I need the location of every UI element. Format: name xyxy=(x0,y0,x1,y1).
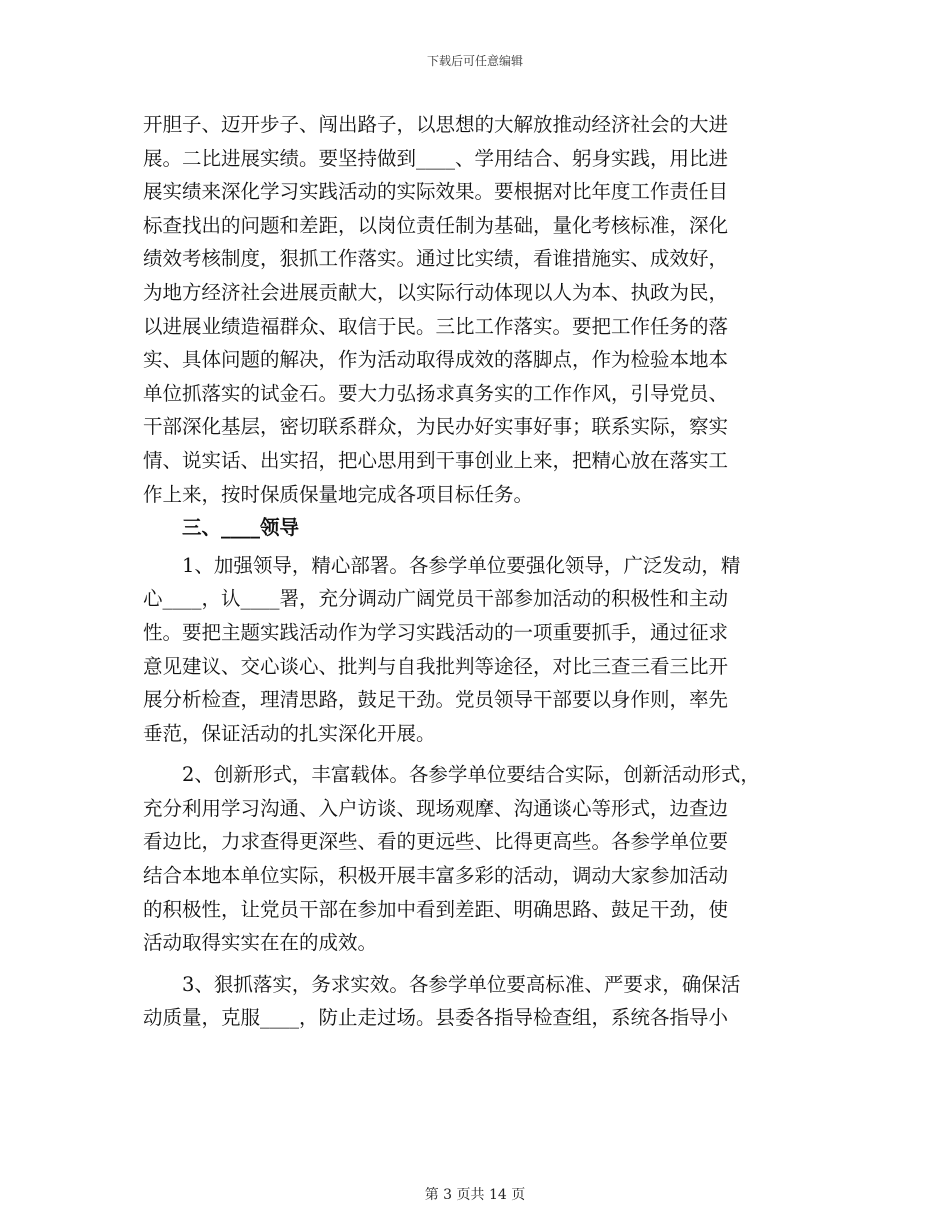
text-line: 实、具体问题的解决，作为活动取得成效的落脚点，作为检验本地本 xyxy=(143,348,729,372)
text-line: 活动取得实实在在的成效。 xyxy=(143,931,378,955)
text-line: 展分析检查，理清思路，鼓足干劲。党员领导干部要以身作则，率先 xyxy=(143,688,729,712)
text-line: 3、狠抓落实，务求实效。各参学单位要高标准、严要求，确保活 xyxy=(143,972,741,996)
text-line: 意见建议、交心谈心、批判与自我批判等途径，对比三查三看三比开 xyxy=(143,654,729,678)
text-line: 以进展业绩造福群众、取信于民。三比工作落实。要把工作任务的落 xyxy=(143,314,729,338)
section-heading: 三、____领导 xyxy=(143,516,300,540)
text-line: 开胆子、迈开步子、闯出路子，以思想的大解放推动经济社会的大进 xyxy=(143,113,729,136)
text-line: 的积极性，让党员干部在参加中看到差距、明确思路、鼓足干劲，使 xyxy=(143,897,729,921)
text-line: 标查找出的问题和差距，以岗位责任制为基础，量化考核标准，深化 xyxy=(143,213,729,237)
text-line: 作上来，按时保质保量地完成各项目标任务。 xyxy=(143,482,534,506)
text-line: 动质量，克服____，防止走过场。县委各指导检查组，系统各指导小 xyxy=(143,1006,729,1030)
paragraph-continuation xyxy=(143,108,808,511)
text-line: 单位抓落实的试金石。要大力弘扬求真务实的工作作风，引导党员、 xyxy=(143,381,729,405)
page-footer: 第 3 页共 14 页 xyxy=(424,1187,526,1203)
text-line: 结合本地本单位实际，积极开展丰富多彩的活动，调动大家参加活动 xyxy=(143,864,729,888)
text-line: 干部深化基层，密切联系群众，为民办好实事好事；联系实际，察实 xyxy=(143,415,729,439)
text-line: 性。要把主题实践活动作为学习实践活动的一项重要抓手，通过征求 xyxy=(143,620,729,644)
paragraph-item-1 xyxy=(143,549,808,751)
text-line: 情、说实话、出实招，把心思用到干事创业上来，把精心放在落实工 xyxy=(143,448,729,472)
text-line: 绩效考核制度，狠抓工作落实。通过比实绩，看谁措施实、成效好， xyxy=(143,247,729,271)
paragraph-item-3 xyxy=(143,968,808,1035)
page-header: 下载后可任意编辑 xyxy=(426,54,523,68)
text-line: 展。二比进展实绩。要坚持做到____、学用结合、躬身实践，用比进 xyxy=(143,146,729,170)
paragraph-item-2 xyxy=(143,758,808,960)
text-line: 为地方经济社会进展贡献大，以实际行动体现以人为本、执政为民， xyxy=(143,280,729,304)
text-line: 垂范，保证活动的扎实深化开展。 xyxy=(143,721,436,745)
text-line: 展实绩来深化学习实践活动的实际效果。要根据对比年度工作责任目 xyxy=(143,180,729,204)
document-body xyxy=(143,108,808,1035)
text-line: 2、创新形式，丰富载体。各参学单位要结合实际，创新活动形式， xyxy=(143,763,760,787)
text-line: 充分利用学习沟通、入户访谈、现场观摩、沟通谈心等形式，边查边 xyxy=(143,796,729,820)
text-line: 1、加强领导，精心部署。各参学单位要强化领导，广泛发动，精 xyxy=(143,553,741,577)
text-line: 心____，认____署，充分调动广阔党员干部参加活动的积极性和主动 xyxy=(143,587,729,611)
text-line: 看边比，力求查得更深些、看的更远些、比得更高些。各参学单位要 xyxy=(143,830,729,854)
